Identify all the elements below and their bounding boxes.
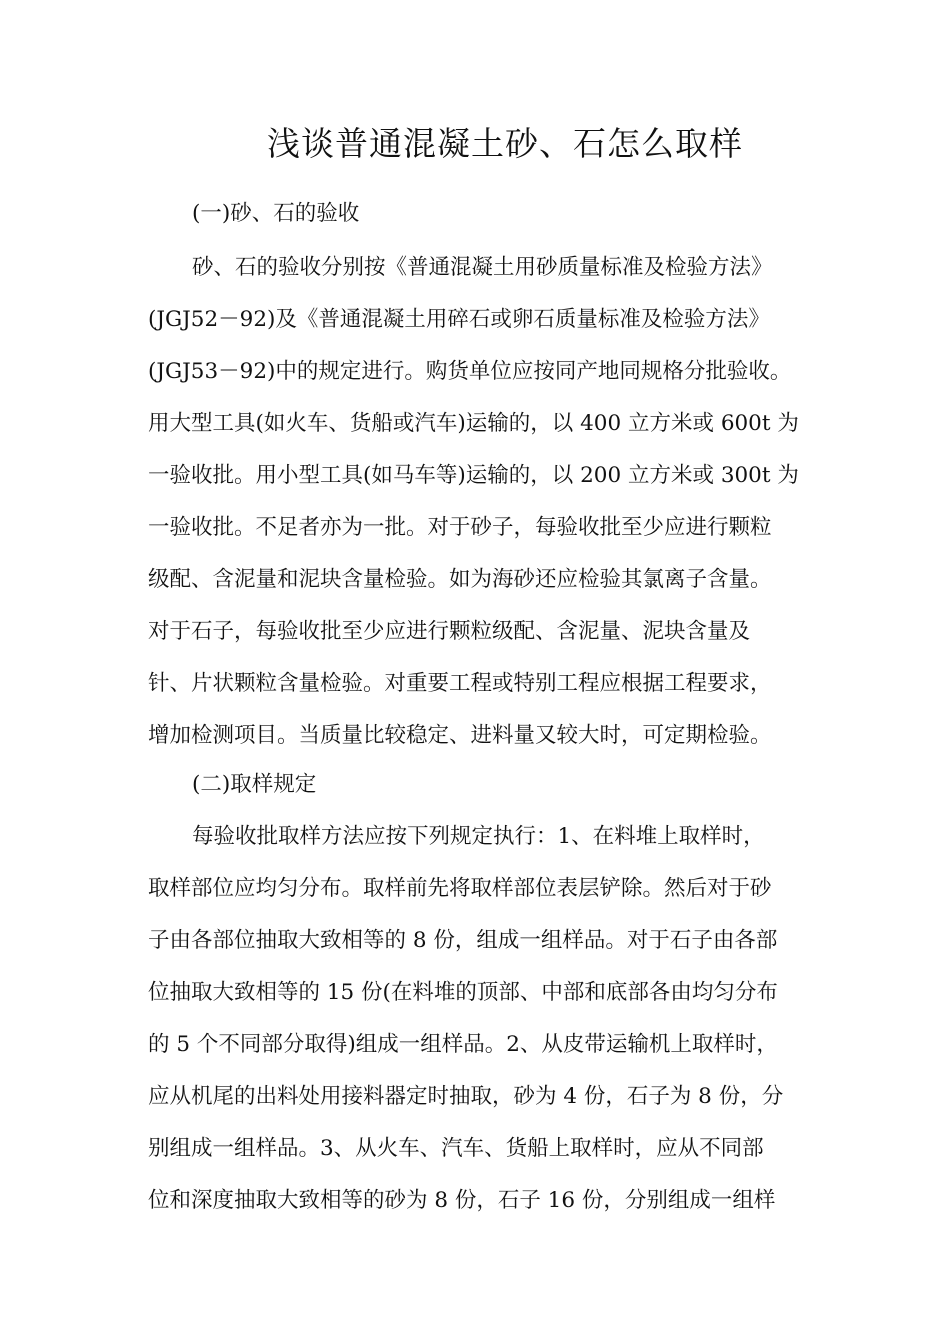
paragraph-line: 的 5 个不同部分取得)组成一组样品。2、从皮带运输机上取样时， <box>148 1032 778 1057</box>
paragraph-line: 一验收批。不足者亦为一批。对于砂子，每验收批至少应进行颗粒 <box>148 515 772 540</box>
paragraph-line: 取样部位应均匀分布。取样前先将取样部位表层铲除。然后对于砂 <box>148 876 772 901</box>
paragraph-line: 应从机尾的出料处用接料器定时抽取，砂为 4 份，石子为 8 份，分 <box>148 1084 784 1109</box>
paragraph-line: 一验收批。用小型工具(如马车等)运输的，以 200 立方米或 300t 为 <box>148 463 799 488</box>
paragraph-line: 子由各部位抽取大致相等的 8 份，组成一组样品。对于石子由各部 <box>148 928 778 953</box>
paragraph-line: (JGJ53－92)中的规定进行。购货单位应按同产地同规格分批验收。 <box>148 359 792 384</box>
paragraph-line: 级配、含泥量和泥块含量检验。如为海砂还应检验其氯离子含量。 <box>148 567 772 592</box>
paragraph-line: (JGJ52－92)及《普通混凝土用碎石或卵石质量标准及检验方法》 <box>148 307 770 332</box>
paragraph-line: 位和深度抽取大致相等的砂为 8 份，石子 16 份，分别组成一组样 <box>148 1188 776 1213</box>
section-heading-2: (二)取样规定 <box>192 772 317 797</box>
section-heading-1: (一)砂、石的验收 <box>192 201 360 226</box>
paragraph-line: 砂、石的验收分别按《普通混凝土用砂质量标准及检验方法》 <box>192 255 773 280</box>
document-title: 浅谈普通混凝土砂、石怎么取样 <box>267 124 743 163</box>
paragraph-line: 针、片状颗粒含量检验。对重要工程或特别工程应根据工程要求， <box>148 671 772 696</box>
paragraph-line: 位抽取大致相等的 15 份(在料堆的顶部、中部和底部各由均匀分布 <box>148 980 778 1005</box>
paragraph-line: 用大型工具(如火车、货船或汽车)运输的，以 400 立方米或 600t 为 <box>148 411 799 436</box>
paragraph-line: 增加检测项目。当质量比较稳定、进料量又较大时，可定期检验。 <box>148 723 772 748</box>
paragraph-line: 每验收批取样方法应按下列规定执行：1、在料堆上取样时， <box>192 824 765 849</box>
paragraph-line: 对于石子，每验收批至少应进行颗粒级配、含泥量、泥块含量及 <box>148 619 751 644</box>
paragraph-line: 别组成一组样品。3、从火车、汽车、货船上取样时，应从不同部 <box>148 1136 764 1161</box>
